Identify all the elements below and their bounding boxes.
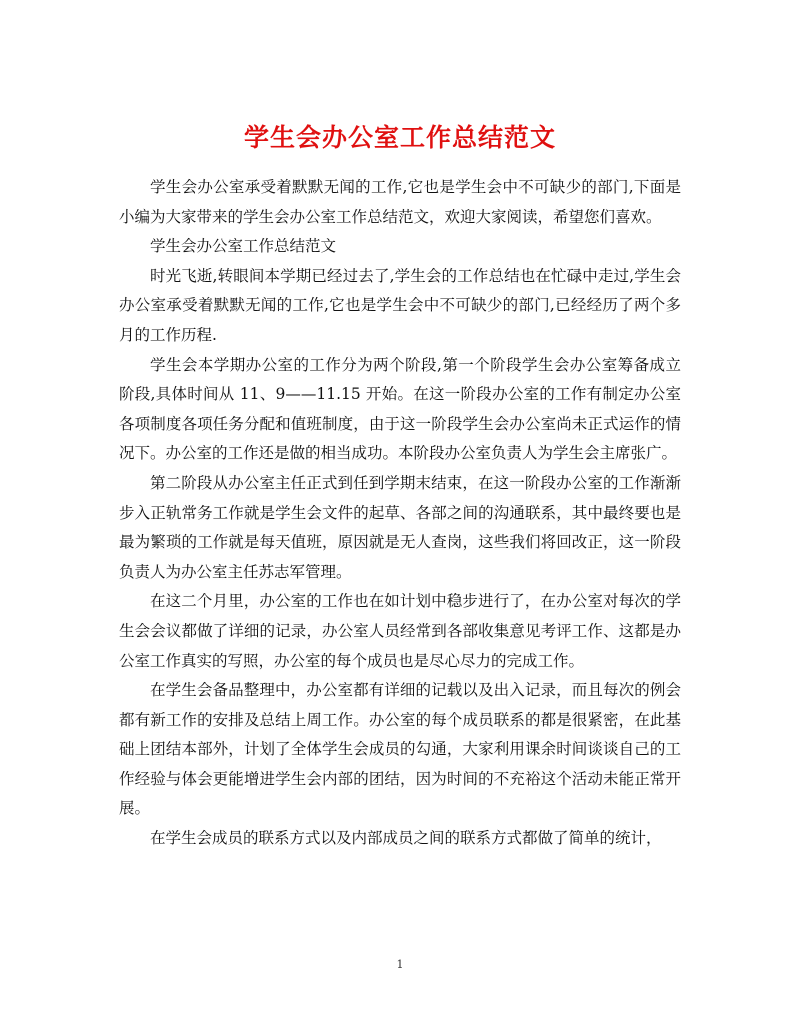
body-paragraph: 在这二个月里，办公室的工作也在如计划中稳步进行了，在办公室对每次的学生会会议都做了详细的记录，办公室人员经常到各部收集意见考评工作、这都是办公室工作真实的写照，办公室的每个成员也是尽心尽力的完成工作。 (119, 592, 681, 670)
document-body (119, 173, 681, 854)
body-paragraph: 学生会本学期办公室的工作分为两个阶段,第一个阶段学生会办公室筹备成立阶段,具体时间从 11、9——11.15 开始。在这一阶段办公室的工作有制定办公室各项制度各项任务分配和值班制度，由于这一阶段学生会办公室尚未正式运作的情况下。办公室的工作还是做的相当成功。本阶段办公室负责人为学生会主席张广。 (119, 355, 681, 463)
intro-paragraph: 学生会办公室承受着默默无闻的工作,它也是学生会中不可缺少的部门,下面是小编为大家带来的学生会办公室工作总结范文，欢迎大家阅读，希望您们喜欢。 (119, 178, 681, 226)
body-paragraph: 时光飞逝,转眼间本学期已经过去了,学生会的工作总结也在忙碌中走过,学生会办公室承受着默默无闻的工作,它也是学生会中不可缺少的部门,已经经历了两个多月的工作历程. (119, 266, 681, 344)
body-paragraph: 在学生会成员的联系方式以及内部成员之间的联系方式都做了简单的统计， (150, 829, 662, 848)
body-paragraph: 在学生会备品整理中，办公室都有详细的记载以及出入记录，而且每次的例会都有新工作的安排及总结上周工作。办公室的每个成员联系的都是很紧密，在此基础上团结本部外，计划了全体学生会成员的勾通，大家利用课余时间谈谈自己的工作经验与体会更能增进学生会内部的团结，因为时间的不充裕这个活动未能正常开展。 (119, 681, 681, 818)
body-paragraph: 第二阶段从办公室主任正式到任到学期末结束，在这一阶段办公室的工作渐渐步入正轨常务工作就是学生会文件的起草、各部之间的沟通联系，其中最终要也是最为繁琐的工作就是每天值班，原因就是无人查岗，这些我们将回改正，这一阶段负责人为办公室主任苏志军管理。 (119, 473, 681, 581)
page-number: 1 (396, 958, 404, 971)
document-title: 学生会办公室工作总结范文 (243, 122, 556, 152)
section-heading: 学生会办公室工作总结范文 (150, 237, 337, 256)
